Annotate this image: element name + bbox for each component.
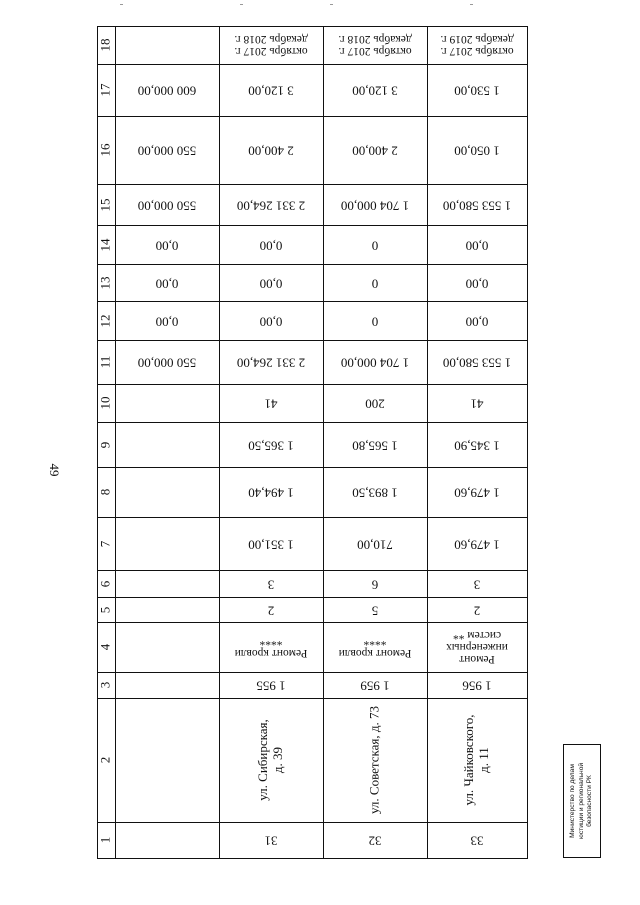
column-number-11: [97, 340, 116, 385]
column-number-6: [97, 570, 116, 598]
row-33-col-12-text: 0,00: [465, 313, 489, 329]
page-number: 49: [47, 463, 62, 477]
row-31-col-1-text: 31: [264, 833, 278, 849]
row-32-col-3-text: 1 959: [360, 678, 390, 694]
column-number-9-text: 9: [97, 441, 113, 448]
column-number-5: [97, 597, 116, 623]
row-32-col-13-text: 0: [371, 275, 379, 291]
row-31-col-15-text: 2 331 264,00: [236, 197, 306, 213]
row-31-col-15: [219, 184, 324, 226]
row-31-col-16-text: 2 400,00: [248, 143, 294, 159]
row-33-col-5: [427, 597, 528, 623]
row-31-col-13-text: 0,00: [259, 275, 283, 291]
column-number-3-text: 3: [97, 681, 113, 689]
row-32-col-10: [323, 384, 428, 423]
row-33-col-4-text: инженерных: [446, 641, 508, 654]
row-33-col-10: [427, 384, 528, 423]
row-32-col-15: [323, 184, 428, 226]
column-number-10-text: 10: [97, 396, 113, 410]
row-31-col-10-text: 41: [264, 396, 278, 412]
column-number-15-text: 15: [97, 198, 113, 211]
row-31-col-17-text: 3 120,00: [248, 83, 294, 99]
total-empty-2: [115, 698, 220, 823]
row-32-col-6-text: 6: [371, 576, 379, 592]
row-32-col-13: [323, 264, 428, 302]
column-number-17-text: 17: [97, 83, 113, 97]
row-31-col-9-text: 1 365,50: [248, 437, 294, 453]
column-number-16-text: 16: [97, 143, 113, 157]
stamp-line-2: юстиции и региональной: [577, 762, 585, 840]
column-number-18: [97, 26, 116, 65]
row-33-col-13-text: 0,00: [465, 275, 489, 291]
row-32-col-16-text: 2 400,00: [352, 143, 398, 159]
total-cell-14: [115, 225, 220, 265]
row-33-col-13: [427, 264, 528, 302]
row-32-col-11: [323, 340, 428, 385]
row-32-col-10-text: 200: [365, 396, 385, 412]
row-33-col-2-text: ул. Чайковского,: [461, 714, 477, 806]
row-32-col-4-text: ****: [363, 635, 387, 647]
row-31-col-18-text: декабрь 2018 г.: [234, 33, 308, 45]
row-33-col-12: [427, 301, 528, 341]
row-33-col-2: [427, 698, 528, 823]
row-32-col-5: [323, 597, 428, 623]
column-number-2-text: 2: [97, 756, 113, 764]
row-32-col-17-text: 3 120,00: [352, 83, 398, 99]
row-31-col-17: [219, 64, 324, 117]
row-32-col-3: [323, 672, 428, 699]
total-empty-4: [115, 622, 220, 673]
row-32-col-7-text: 710,00: [357, 536, 393, 552]
row-33-col-5-text: 2: [473, 602, 481, 618]
total-cell-13-text: 0,00: [155, 275, 179, 291]
row-31-col-5-text: 2: [267, 602, 275, 618]
row-32-col-14: [323, 225, 428, 265]
scan-mark: [240, 4, 243, 5]
stamp-line-3: безопасности РК: [586, 775, 594, 827]
row-33-col-7-text: 1 479,60: [454, 536, 500, 552]
row-32-col-11-text: 1 704 000,00: [340, 355, 410, 371]
row-33-col-14-text: 0,00: [465, 237, 489, 253]
column-number-13-text: 13: [97, 276, 113, 289]
column-number-1: [97, 822, 116, 859]
row-32-col-18-text: октябрь 2017 г.: [338, 45, 412, 58]
column-number-14-text: 14: [97, 238, 113, 251]
column-number-11-text: 11: [97, 355, 113, 369]
row-33-col-15: [427, 184, 528, 226]
row-33-col-2-text: д. 11: [476, 747, 491, 773]
column-number-14: [97, 225, 116, 265]
total-cell-16-text: 550 000,00: [137, 143, 197, 159]
row-33-col-11-text: 1 553 580,00: [442, 355, 512, 371]
row-31-col-7: [219, 517, 324, 571]
row-31-col-13: [219, 264, 324, 302]
row-31-col-5: [219, 597, 324, 623]
row-31-col-9: [219, 422, 324, 468]
row-32-col-16: [323, 116, 428, 185]
column-number-2: [97, 698, 116, 823]
total-empty-6: [115, 570, 220, 598]
row-31-col-14: [219, 225, 324, 265]
column-number-5-text: 5: [97, 606, 113, 613]
total-empty-18: [115, 26, 220, 65]
row-31-col-3-text: 1 955: [256, 678, 286, 694]
row-31-col-2: [219, 698, 324, 823]
row-32-col-4: [323, 622, 428, 673]
scan-mark: [470, 4, 473, 5]
column-number-17: [97, 64, 116, 117]
total-empty-7: [115, 517, 220, 571]
total-cell-13: [115, 264, 220, 302]
row-33-col-11: [427, 340, 528, 385]
row-33-col-17: [427, 64, 528, 117]
row-31-col-16: [219, 116, 324, 185]
row-33-col-7: [427, 517, 528, 571]
row-31-col-11-text: 2 331 264,00: [236, 355, 306, 371]
row-32-col-6: [323, 570, 428, 598]
row-32-col-2-text: ул. Советская, д. 73: [366, 705, 382, 815]
row-33-col-6: [427, 570, 528, 598]
row-33-col-4: [427, 622, 528, 673]
row-31-col-3: [219, 672, 324, 699]
row-31-col-14-text: 0,00: [259, 237, 283, 253]
row-31-col-4: [219, 622, 324, 673]
row-32-col-18: [323, 26, 428, 65]
total-cell-15: [115, 184, 220, 226]
column-number-1-text: 1: [97, 836, 113, 844]
total-cell-11-text: 550 000,00: [137, 355, 197, 371]
row-32-col-17: [323, 64, 428, 117]
row-31-col-2-text: ул. Сибирская,: [255, 719, 271, 801]
total-empty-3: [115, 672, 220, 699]
row-31-col-18-text: октябрь 2017 г.: [234, 45, 308, 58]
row-32-col-9-text: 1 565,80: [352, 437, 398, 453]
row-32-col-1: [323, 822, 428, 859]
total-cell-12: [115, 301, 220, 341]
row-32-col-4-text: Ремонт кровли: [338, 647, 412, 660]
row-31-col-4-text: Ремонт кровли: [234, 647, 308, 660]
total-cell-16: [115, 116, 220, 185]
row-33-col-3: [427, 672, 528, 699]
row-32-col-8-text: 1 893,50: [352, 485, 398, 501]
row-33-col-3-text: 1 956: [462, 678, 492, 694]
row-33-col-18: [427, 26, 528, 65]
column-number-15: [97, 184, 116, 226]
total-empty-8: [115, 467, 220, 518]
total-empty-9: [115, 422, 220, 468]
column-number-10: [97, 384, 116, 423]
row-32-col-9: [323, 422, 428, 468]
row-31-col-11: [219, 340, 324, 385]
row-31-col-12-text: 0,00: [259, 313, 283, 329]
row-33-col-15-text: 1 553 580,00: [442, 197, 512, 213]
row-32-col-12-text: 0: [371, 313, 379, 329]
scan-mark: [120, 4, 123, 5]
row-33-col-4-text: систем **: [452, 628, 502, 641]
row-33-col-14: [427, 225, 528, 265]
registration-stamp: [563, 744, 601, 858]
row-31-col-18: [219, 26, 324, 65]
column-number-7-text: 7: [97, 540, 113, 547]
column-number-4-text: 4: [97, 643, 113, 651]
column-number-6-text: 6: [97, 580, 113, 587]
total-cell-14-text: 0,00: [155, 237, 179, 253]
row-33-col-4-text: Ремонт: [459, 653, 495, 666]
row-32-col-7: [323, 517, 428, 571]
row-33-col-16-text: 1 050,00: [454, 143, 500, 159]
row-33-col-10-text: 41: [470, 396, 484, 412]
total-cell-17: [115, 64, 220, 117]
row-31-col-10: [219, 384, 324, 423]
row-33-col-18-text: декабрь 2019 г.: [440, 33, 514, 45]
row-33-col-1-text: 33: [470, 833, 484, 849]
row-33-col-8: [427, 467, 528, 518]
row-31-col-8-text: 1 494,40: [248, 485, 294, 501]
row-31-col-12: [219, 301, 324, 341]
column-number-7: [97, 517, 116, 571]
row-32-col-2: [323, 698, 428, 823]
row-32-col-14-text: 0: [371, 237, 379, 253]
row-33-col-18-text: октябрь 2017 г.: [440, 45, 514, 58]
stamp-line-1: Министерство по делам: [569, 764, 577, 838]
column-number-12-text: 12: [97, 314, 113, 327]
row-31-col-6-text: 3: [267, 576, 275, 592]
row-32-col-5-text: 5: [371, 602, 379, 618]
column-number-8-text: 8: [97, 488, 113, 496]
row-33-col-1: [427, 822, 528, 859]
row-33-col-9: [427, 422, 528, 468]
row-31-col-2-text: д. 39: [270, 746, 285, 774]
row-31-col-1: [219, 822, 324, 859]
total-cell-11: [115, 340, 220, 385]
column-number-16: [97, 116, 116, 185]
column-number-3: [97, 672, 116, 699]
column-number-12: [97, 301, 116, 341]
row-32-col-12: [323, 301, 428, 341]
total-cell-12-text: 0,00: [155, 313, 179, 329]
row-32-col-15-text: 1 704 000,00: [340, 197, 410, 213]
row-31-col-4-text: ****: [259, 635, 283, 647]
row-31-col-8: [219, 467, 324, 518]
scan-mark: [330, 4, 333, 5]
row-33-col-16: [427, 116, 528, 185]
row-32-col-1-text: 32: [368, 833, 382, 849]
total-cell-17-text: 600 000,00: [137, 83, 197, 99]
row-32-col-18-text: декабрь 2018 г.: [338, 33, 412, 45]
column-number-4: [97, 622, 116, 673]
row-31-col-6: [219, 570, 324, 598]
total-empty-10: [115, 384, 220, 423]
row-33-col-9-text: 1 345,90: [454, 437, 500, 453]
column-number-9: [97, 422, 116, 468]
column-number-13: [97, 264, 116, 302]
row-32-col-8: [323, 467, 428, 518]
row-31-col-7-text: 1 351,00: [248, 536, 294, 552]
total-empty-5: [115, 597, 220, 623]
row-33-col-17-text: 1 530,00: [454, 83, 500, 99]
column-number-8: [97, 467, 116, 518]
total-empty-1: [115, 822, 220, 859]
column-number-18-text: 18: [97, 38, 113, 52]
row-33-col-6-text: 3: [473, 576, 481, 592]
total-cell-15-text: 550 000,00: [137, 197, 197, 213]
row-33-col-8-text: 1 479,60: [454, 485, 500, 501]
